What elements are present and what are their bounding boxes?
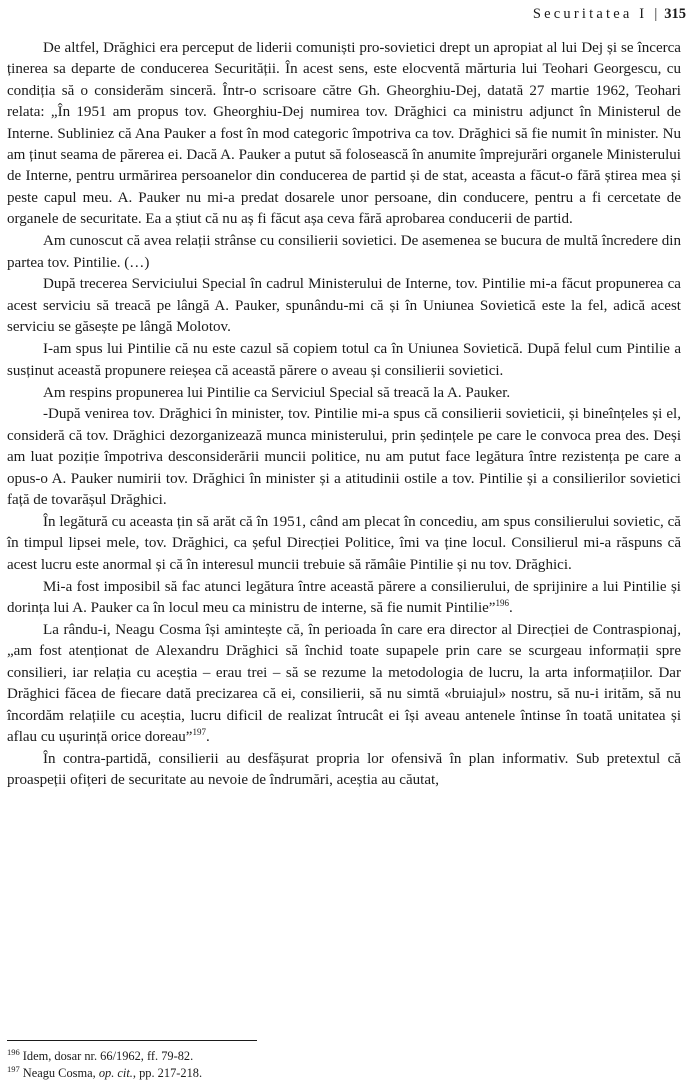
footnote-197 [7, 1065, 202, 1082]
page-number: 315 [664, 6, 686, 22]
footnote-196 [7, 1048, 202, 1065]
running-header [533, 6, 686, 23]
paragraph: Am respins propunerea lui Pintilie ca Serviciul Special să treacă la A. Pauker. [43, 384, 511, 401]
paragraph-with-footnote: La rându-i, Neagu Cosma își amintește că, în perioada în care era director al Direcției de Contraspionaj, „am fost atenționat de Alexandru Drăghici să închid toate supapele prin care se scurgeau informații spre consilieri, iar relația cu aceștia – erau trei – să se rezume la metodologia de lucru, la arta informațiilor. Dar Drăghici făcea de fiecare dată precizarea că ei, consilierii, să nu simtă «bruiajul» nostru, să nu-i irităm, să nu încordăm relațiile cu aceștia, lucru dificil de realizat întrucât ei își aveau antenele întinse în toată unitatea și aflau cu ușurință orice doreau”$^{197}$. [7, 621, 681, 745]
footnote-italic: op. cit. [98, 1066, 133, 1080]
footnote-divider [7, 1040, 257, 1041]
body-text [7, 38, 681, 792]
footnotes [7, 1048, 202, 1082]
paragraph: I-am spus lui Pintilie că nu este cazul să copiem totul ca în Uniunea Sovietică. După felul cum Pintilie a susținut această propunere reieșea că această părere o aveau și consilierii sovietici. [7, 341, 681, 379]
running-title: Securitatea I [532, 6, 648, 22]
paragraph: De altfel, Drăghici era perceput de liderii comuniști pro-sovietici drept un apropiat al lui Dej și se încerca ținerea sa departe de conducerea Securității. În acest sens, este elocventă mărturia lui Teohari Georgescu, cu condiția să o considerăm sinceră. Într-o scrisoare către Gh. Gheorghiu-Dej, datată 27 martie 1962, Teohari relata: „În 1951 am propus tov. Gheorghiu-Dej numirea tov. Drăghici ca ministru adjunct în Ministerul de Interne. Subliniez că Ana Pauker a fost în mod categoric împotriva ca tov. Drăghici să fie numit în minister. Nu am ținut seama de părerea ei. Dacă A. Pauker a putut să folosească în anumite împrejurări organele Ministerului de Interne, pentru urmărirea persoanelor din conducerea de partid și de stat, aceasta a făcut-o fără știrea mea și peste capul meu. A. Pauker nu mi-a predat dosarele unor persoane, din conducere, pentru a fi cercetate de organele de securitate. Ea a știut că nu aș fi făcut așa ceva fără aprobarea conducerii de partid. [7, 40, 681, 228]
paragraph-with-footnote: Mi-a fost imposibil să fac atunci legătura între această părere a consilierului, de sprijinire a lui Pintilie și dorința lui A. Pauker ca în locul meu ca ministru de interne, să fie numit Pintilie”$^{196}$. [7, 578, 681, 617]
footnote-number: 197 [7, 1063, 20, 1074]
footnote-ref-197[interactable]: 197 [192, 726, 206, 737]
footnote-text: Idem, dosar nr. 66/1962, ff. 79-82. [22, 1049, 194, 1063]
paragraph: -După venirea tov. Drăghici în minister, tov. Pintilie mi-a spus că consilierii sovieticii, și bineînțeles și el, consideră că tov. Drăghici dezorganizează munca ministerului, prin ședințele pe care le convoca prea des. Deși am luat poziție împotriva desconsiderării muncii politice, nu am putut face legătura între rezistența pe care a opus-o A. Pauker numirii tov. Drăghici în minister și a atitudinii ostile a tov. Pintilie și a consilierilor sovietici față de tovarășul Drăghici. [7, 406, 681, 509]
paragraph: După trecerea Serviciului Special în cadrul Ministerului de Interne, tov. Pintilie mi-a făcut propunerea ca acest serviciu să treacă pe lângă A. Pauker, spunându-mi că și în Uniunea Sovietică este la fel, adică acest serviciu se găsește pe lângă Molotov. [7, 276, 681, 336]
footnote-number: 196 [7, 1046, 20, 1057]
paragraph: Am cunoscut că avea relații strânse cu consilierii sovietici. De asemenea se bucura de multă încredere din partea tov. Pintilie. (…) [7, 233, 681, 271]
paragraph: În contra-partidă, consilierii au desfășurat propria lor ofensivă în plan informativ. Sub pretextul că proaspeții ofițeri de securitate au nevoie de îndrumări, aceștia au căutat, [7, 750, 681, 789]
footnote-text: Neagu Cosma, [22, 1066, 99, 1080]
footnote-ref-196[interactable]: 196 [495, 598, 509, 609]
paragraph-text: La rându-i, Neagu Cosma își amintește că, în perioada în care era director al Direcției de Contraspionaj, „am fost atenționat de Alexandru Drăghici să închid toate supapele prin care se scurgeau informații spre consilieri, iar relația cu aceștia – erau trei – să se rezume la metodologia de lucru, la arta informațiilor. Dar Drăghici făcea de fiecare dată precizarea că ei, consilierii, să nu simtă «bruiajul» nostru, să nu-i irităm, să nu încordăm relațiile cu aceștia, lucru dificil de realizat întrucât ei își aveau antenele întinse în toată unitatea și aflau cu ușurință orice doreau” [7, 621, 681, 745]
paragraph: În legătură cu aceasta țin să arăt că în 1951, când am plecat în concediu, am spus consilierului sovietic, că în timpul lipsei mele, tov. Drăghici, ca șeful Direcției Politice, îmi va ține locul. Consilierul mi-a răspuns că acest lucru este anormal și că în interesul muncii trebuie să rămâie Pintilie și nu tov. Drăghici. [7, 513, 681, 573]
footnote-text-end: , pp. 217-218. [132, 1066, 203, 1080]
paragraph-text: Mi-a fost imposibil să fac atunci legătura între această părere a consilierului, de sprijinire a lui Pintilie și dorința lui A. Pauker ca în locul meu ca ministru de interne, să fie numit Pintilie” [7, 578, 681, 617]
header-separator: | [654, 6, 658, 22]
